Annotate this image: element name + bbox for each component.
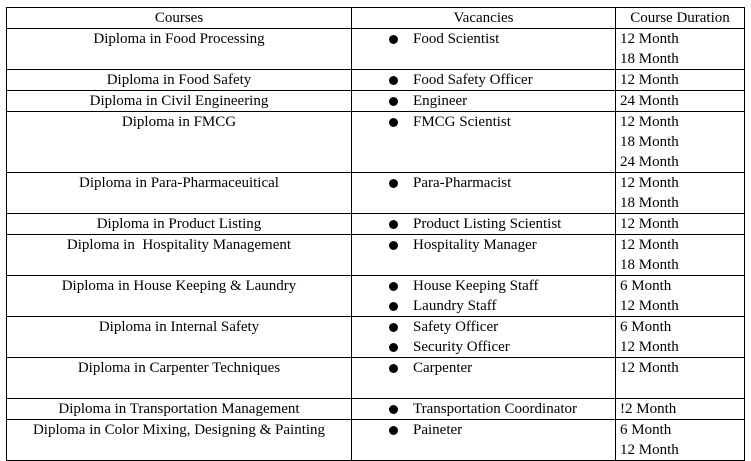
vacancy-label: Product Listing Scientist <box>413 216 562 232</box>
duration-value: 12 Month <box>620 72 679 88</box>
duration-value: 12 Month <box>620 298 679 314</box>
course-name: Diploma in FMCG <box>7 112 352 173</box>
course-name: Diploma in Color Mixing, Designing & Painting <box>7 420 352 461</box>
vacancy-item <box>356 112 611 132</box>
duration-value: 12 Month <box>620 114 679 130</box>
vacancies-cell <box>352 214 616 235</box>
duration-value: 24 Month <box>620 93 679 109</box>
table-row <box>7 399 745 420</box>
duration-cell <box>616 91 745 112</box>
duration-value: 12 Month <box>620 442 679 458</box>
vacancy-label: Engineer <box>413 93 468 109</box>
duration-cell <box>616 420 745 461</box>
vacancy-list <box>356 399 611 419</box>
bullet-icon <box>389 35 398 44</box>
vacancy-item <box>356 296 611 316</box>
vacancies-cell <box>352 112 616 173</box>
vacancy-item <box>356 358 611 378</box>
vacancy-label: Security Officer <box>413 339 510 355</box>
duration-value: 12 Month <box>620 237 679 253</box>
vacancy-label: Safety Officer <box>413 319 499 335</box>
table-row <box>7 358 745 399</box>
table-row <box>7 317 745 358</box>
duration-value: 6 Month <box>620 319 672 335</box>
header-vacancies: Vacancies <box>352 8 616 29</box>
table-row <box>7 420 745 461</box>
table-row <box>7 235 745 276</box>
vacancies-cell <box>352 276 616 317</box>
vacancy-label: Carpenter <box>413 360 473 376</box>
duration-value: 6 Month <box>620 422 672 438</box>
vacancy-label: Food Safety Officer <box>413 72 533 88</box>
course-name: Diploma in Carpenter Techniques <box>7 358 352 399</box>
bullet-icon <box>389 241 398 250</box>
vacancy-list <box>356 214 611 234</box>
vacancy-item <box>356 317 611 337</box>
vacancies-cell <box>352 29 616 70</box>
duration-cell <box>616 173 745 214</box>
courses-table <box>6 7 745 461</box>
vacancy-item <box>356 29 611 49</box>
bullet-icon <box>389 118 398 127</box>
header-duration: Course Duration <box>616 8 745 29</box>
vacancy-label: Paineter <box>413 422 463 438</box>
vacancy-item <box>356 276 611 296</box>
vacancy-list <box>356 173 611 193</box>
vacancy-item <box>356 70 611 90</box>
vacancies-cell <box>352 70 616 91</box>
courses-table-container <box>6 7 745 461</box>
table-row <box>7 173 745 214</box>
bullet-icon <box>389 179 398 188</box>
duration-cell <box>616 235 745 276</box>
course-name: Diploma in Product Listing <box>7 214 352 235</box>
table-row <box>7 214 745 235</box>
table-row <box>7 91 745 112</box>
duration-value: 6 Month <box>620 278 672 294</box>
vacancy-item <box>356 399 611 419</box>
bullet-icon <box>389 97 398 106</box>
course-name: Diploma in House Keeping & Laundry <box>7 276 352 317</box>
duration-value: 12 Month <box>620 175 679 191</box>
bullet-icon <box>389 76 398 85</box>
vacancies-cell <box>352 358 616 399</box>
vacancy-label: Para-Pharmacist <box>413 175 512 191</box>
vacancy-label: FMCG Scientist <box>413 114 511 130</box>
bullet-icon <box>389 405 398 414</box>
table-body <box>7 29 745 461</box>
bullet-icon <box>389 220 398 229</box>
course-name: Diploma in Food Processing <box>7 29 352 70</box>
vacancies-cell <box>352 399 616 420</box>
vacancy-label: House Keeping Staff <box>413 278 539 294</box>
duration-value: 24 Month <box>620 154 679 170</box>
bullet-icon <box>389 343 398 352</box>
duration-cell <box>616 317 745 358</box>
vacancy-item <box>356 214 611 234</box>
vacancies-cell <box>352 173 616 214</box>
duration-value: 12 Month <box>620 216 679 232</box>
duration-value: 18 Month <box>620 51 679 67</box>
bullet-icon <box>389 302 398 311</box>
vacancy-item <box>356 420 611 440</box>
table-row <box>7 29 745 70</box>
duration-value: 18 Month <box>620 257 679 273</box>
course-name: Diploma in Transportation Management <box>7 399 352 420</box>
course-name: Diploma in Internal Safety <box>7 317 352 358</box>
header-row <box>7 8 745 29</box>
course-name: Diploma in Civil Engineering <box>7 91 352 112</box>
vacancies-cell <box>352 420 616 461</box>
duration-cell <box>616 29 745 70</box>
vacancy-list <box>356 29 611 49</box>
duration-value: 12 Month <box>620 31 679 47</box>
vacancy-list <box>356 358 611 378</box>
vacancies-cell <box>352 317 616 358</box>
course-name: Diploma in Para-Pharmaceuitical <box>7 173 352 214</box>
duration-value: !2 Month <box>620 401 677 417</box>
duration-cell <box>616 399 745 420</box>
vacancies-cell <box>352 235 616 276</box>
vacancy-list <box>356 276 611 316</box>
vacancy-item <box>356 337 611 357</box>
vacancy-label: Food Scientist <box>413 31 500 47</box>
duration-value: 18 Month <box>620 134 679 150</box>
bullet-icon <box>389 426 398 435</box>
vacancy-list <box>356 420 611 440</box>
duration-cell <box>616 112 745 173</box>
vacancy-list <box>356 317 611 357</box>
vacancy-item <box>356 173 611 193</box>
vacancy-list <box>356 112 611 132</box>
vacancy-item <box>356 91 611 111</box>
bullet-icon <box>389 323 398 332</box>
duration-value: 12 Month <box>620 360 679 376</box>
table-row <box>7 112 745 173</box>
vacancy-label: Laundry Staff <box>413 298 497 314</box>
duration-cell <box>616 276 745 317</box>
vacancy-label: Transportation Coordinator <box>413 401 578 417</box>
header-courses: Courses <box>7 8 352 29</box>
duration-cell <box>616 214 745 235</box>
vacancy-label: Hospitality Manager <box>413 237 537 253</box>
bullet-icon <box>389 282 398 291</box>
vacancy-item <box>356 235 611 255</box>
course-name: Diploma in Food Safety <box>7 70 352 91</box>
bullet-icon <box>389 364 398 373</box>
vacancy-list <box>356 235 611 255</box>
duration-cell <box>616 70 745 91</box>
course-name: Diploma in Hospitality Management <box>7 235 352 276</box>
duration-value: 12 Month <box>620 339 679 355</box>
table-row <box>7 276 745 317</box>
vacancy-list <box>356 70 611 90</box>
table-row <box>7 70 745 91</box>
vacancies-cell <box>352 91 616 112</box>
vacancy-list <box>356 91 611 111</box>
duration-value: 18 Month <box>620 195 679 211</box>
duration-cell <box>616 358 745 399</box>
